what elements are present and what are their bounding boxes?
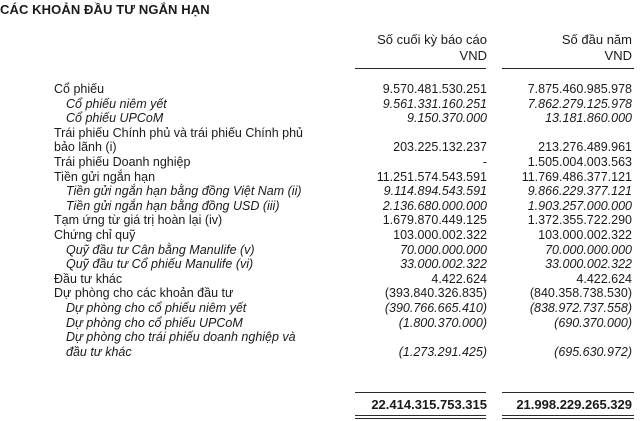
row-value-end-of-period: 9.150.370.000 <box>407 111 487 126</box>
row-value-end-of-period: 9.561.331.160.251 <box>382 96 487 111</box>
row-value-end-of-period: 9.114.894.543.591 <box>383 184 487 199</box>
table-row-corporate-bonds <box>0 155 640 170</box>
row-label: Cổ phiếu UPCoM <box>66 111 164 126</box>
row-value-beginning-of-year: 103.000.002.322 <box>538 227 632 242</box>
row-value-beginning-of-year: 4.422.624 <box>576 271 632 286</box>
row-label: Cổ phiếu <box>54 82 105 96</box>
row-label: Dự phòng cho các khoản đầu tư <box>54 286 234 301</box>
total-top-rule <box>502 392 634 393</box>
row-label: Đầu tư khác <box>54 271 123 286</box>
row-label: Tiền gửi ngắn hạn <box>54 169 156 184</box>
table-row-bond-provisions <box>0 345 640 360</box>
column-header-end-of-period <box>377 32 487 64</box>
column-header-label: Số cuối kỳ báo cáo <box>377 32 487 47</box>
column-header-label: Số đầu năm <box>561 32 632 47</box>
header-underline <box>355 68 486 69</box>
row-value-beginning-of-year: 1.903.257.000.000 <box>527 198 632 213</box>
table-row-listed-stock-provisions <box>0 301 640 316</box>
row-value-beginning-of-year: 1.372.355.722.290 <box>527 213 632 228</box>
table-row-provisions <box>0 286 640 301</box>
row-label: Tạm ứng từ giá trị hoàn lại (iv) <box>54 213 223 228</box>
row-value-end-of-period: 33.000.002.322 <box>400 257 487 272</box>
table-row-short-term-deposits <box>0 170 640 185</box>
row-value-beginning-of-year: (690.370.000) <box>554 315 632 330</box>
table-row-listed-stocks <box>0 97 640 112</box>
row-label: bảo lãnh (i) <box>54 140 117 155</box>
row-value-end-of-period: 11.251.574.543.591 <box>376 169 487 184</box>
row-label: Dự phòng cho cổ phiếu niêm yết <box>66 300 247 315</box>
row-label: Tiền gửi ngắn hạn bằng đồng USD (iii) <box>66 198 280 213</box>
table-row-fund-certificates <box>0 228 640 243</box>
total-double-rule <box>502 418 634 419</box>
total-double-rule <box>355 418 486 419</box>
row-value-beginning-of-year: 33.000.002.322 <box>545 257 632 272</box>
row-value-beginning-of-year: 11.769.486.377.121 <box>521 169 632 184</box>
row-value-beginning-of-year: 13.181.860.000 <box>545 111 632 126</box>
total-top-rule <box>355 392 486 393</box>
table-row-government-bonds <box>0 140 640 155</box>
row-value-end-of-period: (393.840.326.835) <box>384 286 487 301</box>
table-row-government-bonds-line1 <box>0 126 640 141</box>
row-label: Trái phiếu Chính phủ và trái phiếu Chính phủ <box>54 125 304 140</box>
row-value-beginning-of-year: (838.972.737.558) <box>529 300 632 315</box>
total-beginning-of-year: 21.998.229.265.329 <box>516 397 632 412</box>
table-row-upcom-stocks <box>0 111 640 126</box>
row-value-beginning-of-year: (840.358.738.530) <box>529 286 632 301</box>
row-value-beginning-of-year: 9.866.229.377.121 <box>527 184 632 199</box>
row-value-end-of-period: 1.679.870.449.125 <box>382 213 487 228</box>
row-value-end-of-period: 9.570.481.530.251 <box>382 82 487 96</box>
row-value-beginning-of-year: 7.862.279.125.978 <box>527 96 632 111</box>
row-label: Dự phòng cho cổ phiếu UPCoM <box>66 315 243 330</box>
row-value-beginning-of-year: 70.000.000.000 <box>545 242 632 257</box>
total-end-of-period: 22.414.315.753.315 <box>371 397 487 412</box>
column-header-unit: VND <box>459 48 487 63</box>
table-row-other-investments <box>0 272 640 287</box>
total-double-rule <box>355 415 486 416</box>
row-value-end-of-period: 2.136.680.000.000 <box>382 198 487 213</box>
investment-table <box>0 82 640 359</box>
table-row-stocks <box>0 82 640 97</box>
row-label: Cổ phiếu niêm yết <box>66 96 167 111</box>
row-value-end-of-period: (1.273.291.425) <box>398 344 487 359</box>
row-label: Trái phiếu Doanh nghiệp <box>54 154 191 169</box>
total-double-rule <box>502 415 634 416</box>
row-value-beginning-of-year: 213.276.489.961 <box>538 140 632 155</box>
row-label: Chứng chỉ quỹ <box>54 227 136 242</box>
row-label: Quỹ đầu tư Cân bằng Manulife (v) <box>66 242 255 257</box>
row-value-end-of-period: 203.225.132.237 <box>393 140 487 155</box>
table-row-surrender-value-advances <box>0 213 640 228</box>
table-row-bond-provisions-line1 <box>0 330 640 345</box>
row-value-end-of-period: (390.766.665.410) <box>384 300 487 315</box>
row-label: đầu tư khác <box>66 344 132 359</box>
row-label: Tiền gửi ngắn hạn bằng đồng Việt Nam (ii) <box>66 184 302 199</box>
table-row-upcom-provisions <box>0 316 640 331</box>
column-header-beginning-of-year <box>562 32 632 64</box>
table-row-balanced-fund <box>0 243 640 258</box>
row-label: Quỹ đầu tư Cổ phiếu Manulife (vi) <box>66 257 254 272</box>
row-value-end-of-period: 4.422.624 <box>431 271 487 286</box>
table-row-equity-fund <box>0 257 640 272</box>
row-value-end-of-period: - <box>482 154 487 169</box>
header-underline <box>502 68 634 69</box>
row-value-end-of-period: (1.800.370.000) <box>398 315 487 330</box>
table-row-vnd-deposits <box>0 184 640 199</box>
row-value-beginning-of-year: (695.630.972) <box>554 344 632 359</box>
table-row-usd-deposits <box>0 199 640 214</box>
row-value-end-of-period: 103.000.002.322 <box>393 227 487 242</box>
page-title: CÁC KHOẢN ĐẦU TƯ NGẮN HẠN <box>0 2 210 17</box>
row-value-beginning-of-year: 1.505.004.003.563 <box>527 154 632 169</box>
row-value-end-of-period: 70.000.000.000 <box>400 242 487 257</box>
row-label: Dự phòng cho trái phiếu doanh nghiệp và <box>66 330 296 345</box>
row-value-beginning-of-year: 7.875.460.985.978 <box>527 82 632 96</box>
column-header-unit: VND <box>604 48 632 63</box>
